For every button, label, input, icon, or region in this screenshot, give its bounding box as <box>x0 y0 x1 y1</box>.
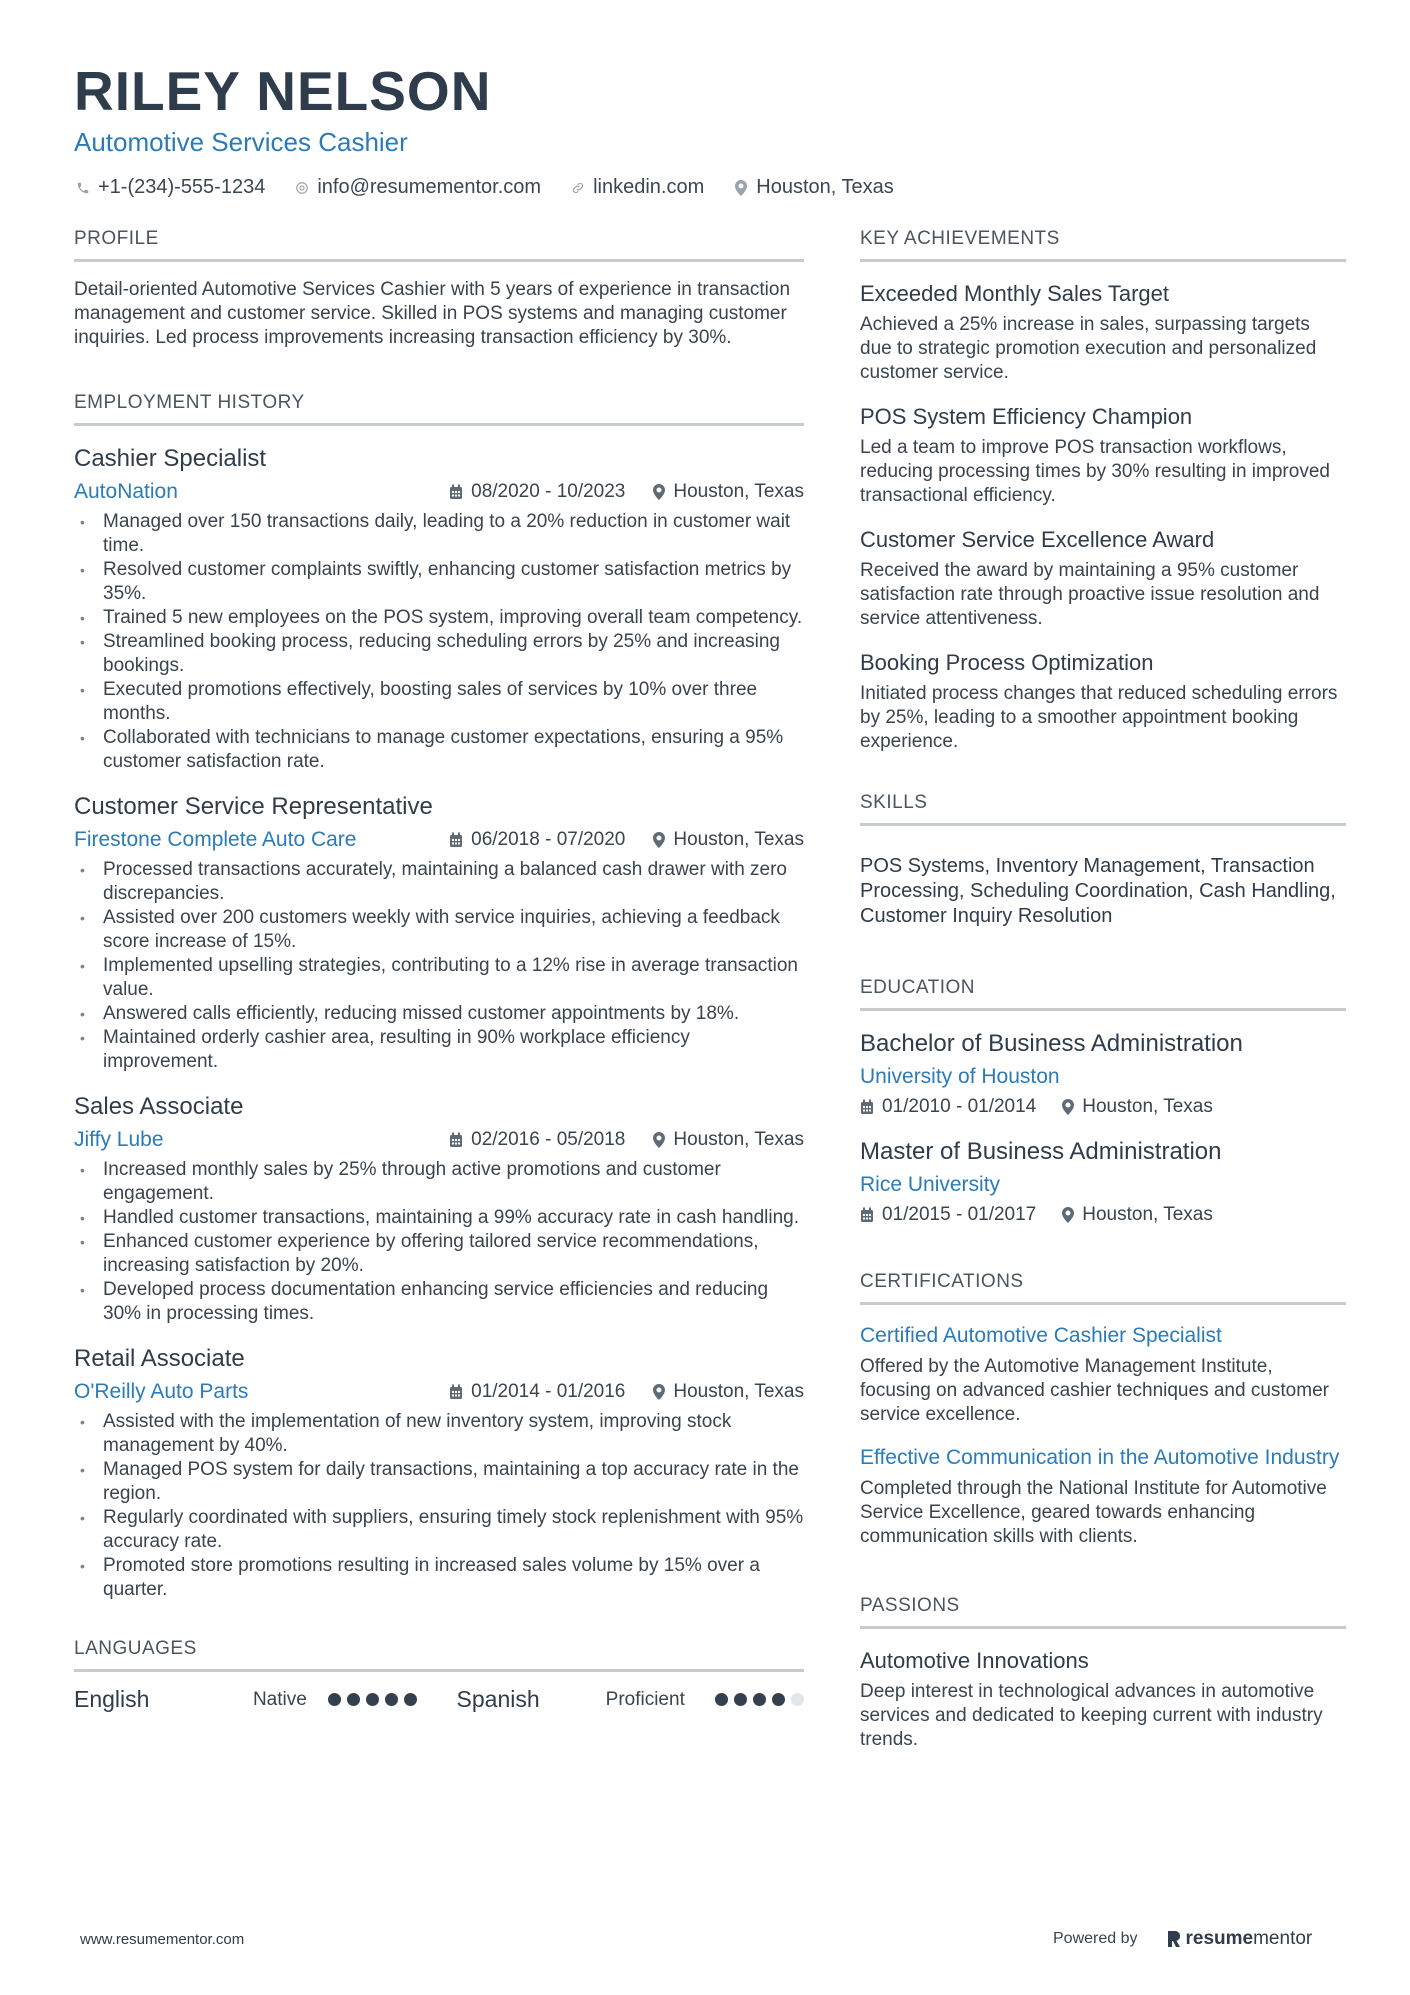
job-entry <box>74 1344 804 1602</box>
job-dates: 08/2020 - 10/2023 <box>471 481 626 502</box>
rating-dot <box>734 1693 747 1706</box>
rating-dot <box>347 1693 360 1706</box>
job-company: AutoNation <box>74 480 178 503</box>
education-dates: 01/2015 - 01/2017 <box>882 1204 1037 1225</box>
contact-bar <box>74 176 1344 199</box>
job-subheader <box>74 1379 804 1405</box>
job-company: Firestone Complete Auto Care <box>74 828 357 851</box>
bullet-item: • Maintained orderly cashier area, resulting in 90% workplace efficiency improvement. <box>74 1026 804 1074</box>
passion-description: Deep interest in technological advances in automotive services and dedicated to keeping current with industry trends. <box>860 1681 1323 1750</box>
location-icon <box>732 180 750 196</box>
rating-dot <box>328 1693 341 1706</box>
language-level: Proficient <box>605 1688 685 1710</box>
certification-item <box>860 1445 1346 1549</box>
footer-website[interactable]: www.resumementor.com <box>80 1931 245 1948</box>
resume-header <box>74 56 1344 199</box>
achievement-title: Customer Service Excellence Award <box>860 527 1215 552</box>
rating-dot <box>715 1693 728 1706</box>
contact-linkedin[interactable] <box>569 176 704 199</box>
job-title: Sales Associate <box>74 1093 244 1120</box>
bullet-item: • Enhanced customer experience by offering tailored service recommendations, increasing satisfaction by 20%. <box>74 1230 804 1278</box>
bullet-item: • Resolved customer complaints swiftly, enhancing customer satisfaction metrics by 35%. <box>74 558 804 606</box>
job-location: Houston, Texas <box>673 481 804 502</box>
achievement-title: POS System Efficiency Champion <box>860 404 1193 429</box>
job-subheader <box>74 827 804 853</box>
calendar-icon <box>860 1099 874 1115</box>
rating-dot <box>753 1693 766 1706</box>
email-icon <box>293 181 311 195</box>
education-school: University of Houston <box>860 1065 1060 1088</box>
right-column <box>860 226 1346 1752</box>
location-icon <box>653 484 665 500</box>
brand-regular: mentor <box>1253 1928 1313 1949</box>
bullet-item: • Processed transactions accurately, maintaining a balanced cash drawer with zero discrepancies. <box>74 858 804 906</box>
job-dates: 02/2016 - 05/2018 <box>471 1129 626 1150</box>
calendar-icon <box>860 1207 874 1223</box>
language-name: Spanish <box>456 1686 540 1712</box>
profile-summary: Detail-oriented Automotive Services Cashier with 5 years of experience in transaction management and customer service. Skilled in POS systems and managing customer inquiries. Led process improvements increasing transaction efficiency by 30%. <box>74 279 791 348</box>
bullet-item: • Handled customer transactions, maintaining a 99% accuracy rate in cash handling. <box>74 1206 804 1230</box>
education-meta <box>860 1095 1346 1119</box>
education-dates: 01/2010 - 01/2014 <box>882 1096 1037 1117</box>
achievement-description: Initiated process changes that reduced scheduling errors by 25%, leading to a smoother appointment booking experience. <box>860 683 1338 752</box>
rating-dot <box>404 1693 417 1706</box>
job-location: Houston, Texas <box>673 1381 804 1402</box>
education-location: Houston, Texas <box>1082 1204 1213 1225</box>
contact-email[interactable] <box>293 176 541 199</box>
job-dates: 01/2014 - 01/2016 <box>471 1381 626 1402</box>
skills-heading: SKILLS <box>860 790 1346 826</box>
location-icon <box>653 1384 665 1400</box>
job-subheader <box>74 479 804 505</box>
bullet-item: • Increased monthly sales by 25% through active promotions and customer engagement. <box>74 1158 804 1206</box>
job-location: Houston, Texas <box>673 1129 804 1150</box>
achievement-description: Received the award by maintaining a 95% customer satisfaction rate through proactive issue resolution and service attentiveness. <box>860 560 1320 629</box>
contact-phone-text: +1-(234)-555-1234 <box>98 176 266 198</box>
job-entry <box>74 792 804 1074</box>
job-title: Retail Associate <box>74 1345 245 1372</box>
language-rating <box>328 1693 417 1706</box>
achievement-description: Led a team to improve POS transaction workflows, reducing processing times by 30% resulting in improved transactional efficiency. <box>860 437 1330 506</box>
certification-title[interactable]: Effective Communication in the Automotive Industry <box>860 1446 1340 1469</box>
job-entry <box>74 1092 804 1326</box>
education-meta <box>860 1203 1346 1227</box>
job-bullets <box>74 1158 804 1326</box>
passions-list <box>860 1647 1346 1752</box>
job-meta <box>449 827 804 853</box>
link-icon <box>569 181 587 195</box>
rating-dot <box>791 1693 804 1706</box>
job-bullets <box>74 510 804 774</box>
brand-logo[interactable] <box>1166 1928 1313 1950</box>
contact-phone[interactable] <box>74 176 265 199</box>
job-bullets <box>74 1410 804 1602</box>
passion-title: Automotive Innovations <box>860 1648 1089 1673</box>
location-icon <box>1062 1099 1074 1115</box>
achievement-description: Achieved a 25% increase in sales, surpassing targets due to strategic promotion execution and personalized customer service. <box>860 314 1317 383</box>
candidate-title: Automotive Services Cashier <box>74 127 408 157</box>
skills-list: POS Systems, Inventory Management, Transaction Processing, Scheduling Coordination, Cash Handling, Customer Inquiry Resolution <box>860 855 1336 927</box>
bullet-item: • Executed promotions effectively, boosting sales of services by 10% over three months. <box>74 678 804 726</box>
employment-heading: EMPLOYMENT HISTORY <box>74 390 804 426</box>
education-location: Houston, Texas <box>1082 1096 1213 1117</box>
employment-list <box>74 444 804 1602</box>
achievements-heading: KEY ACHIEVEMENTS <box>860 226 1346 262</box>
footer-branding <box>1053 1928 1312 1950</box>
bullet-item: • Managed over 150 transactions daily, leading to a 20% reduction in customer wait time. <box>74 510 804 558</box>
profile-heading: PROFILE <box>74 226 804 262</box>
bullet-item: • Promoted store promotions resulting in increased sales volume by 15% over a quarter. <box>74 1554 804 1602</box>
job-entry <box>74 444 804 774</box>
calendar-icon <box>449 484 463 500</box>
certification-description: Completed through the National Institute for Automotive Service Excellence, geared towards enhancing communication skills with clients. <box>860 1478 1327 1547</box>
rating-dot <box>772 1693 785 1706</box>
language-level: Native <box>252 1688 307 1710</box>
certifications-list <box>860 1323 1346 1549</box>
languages-row <box>74 1686 804 1713</box>
job-dates: 06/2018 - 07/2020 <box>471 829 626 850</box>
language-rating <box>715 1693 804 1706</box>
education-item <box>860 1029 1346 1119</box>
achievements-list <box>860 280 1346 754</box>
bullet-item: • Developed process documentation enhancing service efficiencies and reducing 30% in processing times. <box>74 1278 804 1326</box>
education-school: Rice University <box>860 1173 1001 1196</box>
left-column <box>74 226 804 1713</box>
achievement-title: Booking Process Optimization <box>860 650 1154 675</box>
calendar-icon <box>449 1384 463 1400</box>
bullet-item: • Answered calls efficiently, reducing missed customer appointments by 18%. <box>74 1002 804 1026</box>
job-company: Jiffy Lube <box>74 1128 164 1151</box>
calendar-icon <box>449 832 463 848</box>
job-meta <box>449 1127 804 1153</box>
bullet-item: • Collaborated with technicians to manage customer expectations, ensuring a 95% customer satisfaction rate. <box>74 726 804 774</box>
contact-location-text: Houston, Texas <box>756 176 894 198</box>
resumementor-logo-icon <box>1166 1930 1182 1948</box>
passions-heading: PASSIONS <box>860 1593 1346 1629</box>
bullet-item: • Regularly coordinated with suppliers, ensuring timely stock replenishment with 95% accuracy rate. <box>74 1506 804 1554</box>
location-icon <box>653 832 665 848</box>
calendar-icon <box>449 1132 463 1148</box>
passion-item <box>860 1647 1346 1752</box>
achievement-item <box>860 526 1346 631</box>
brand-bold: resume <box>1185 1928 1254 1949</box>
achievement-item <box>860 649 1346 754</box>
job-title: Cashier Specialist <box>74 445 267 472</box>
achievement-item <box>860 280 1346 385</box>
education-degree: Master of Business Administration <box>860 1138 1222 1165</box>
certification-item <box>860 1323 1346 1427</box>
education-item <box>860 1137 1346 1227</box>
certifications-heading: CERTIFICATIONS <box>860 1269 1346 1305</box>
bullet-item: • Assisted over 200 customers weekly with service inquiries, achieving a feedback score increase of 15%. <box>74 906 804 954</box>
education-heading: EDUCATION <box>860 975 1346 1011</box>
language-name: English <box>74 1686 150 1712</box>
rating-dot <box>385 1693 398 1706</box>
education-list <box>860 1029 1346 1227</box>
job-location: Houston, Texas <box>673 829 804 850</box>
rating-dot <box>366 1693 379 1706</box>
contact-location <box>732 176 894 199</box>
job-meta <box>449 479 804 505</box>
job-company: O'Reilly Auto Parts <box>74 1380 249 1403</box>
languages-heading: LANGUAGES <box>74 1636 804 1672</box>
achievement-title: Exceeded Monthly Sales Target <box>860 281 1169 306</box>
job-bullets <box>74 858 804 1074</box>
bullet-item: • Trained 5 new employees on the POS system, improving overall team competency. <box>74 606 804 630</box>
candidate-name: RILEY NELSON <box>74 60 492 122</box>
location-icon <box>653 1132 665 1148</box>
education-degree: Bachelor of Business Administration <box>860 1030 1243 1057</box>
phone-icon <box>74 181 92 195</box>
bullet-item: • Streamlined booking process, reducing scheduling errors by 25% and increasing bookings. <box>74 630 804 678</box>
certification-title[interactable]: Certified Automotive Cashier Specialist <box>860 1324 1222 1347</box>
job-meta <box>449 1379 804 1405</box>
job-subheader <box>74 1127 804 1153</box>
powered-by-label: Powered by <box>1053 1930 1138 1947</box>
job-title: Customer Service Representative <box>74 793 433 820</box>
achievement-item <box>860 403 1346 508</box>
bullet-item: • Assisted with the implementation of new inventory system, improving stock management by 40%. <box>74 1410 804 1458</box>
contact-linkedin-text: linkedin.com <box>593 176 705 198</box>
bullet-item: • Managed POS system for daily transactions, maintaining a top accuracy rate in the region. <box>74 1458 804 1506</box>
bullet-item: • Implemented upselling strategies, contributing to a 12% rise in average transaction value. <box>74 954 804 1002</box>
location-icon <box>1062 1207 1074 1223</box>
certification-description: Offered by the Automotive Management Institute, focusing on advanced cashier techniques and customer service excellence. <box>860 1356 1329 1425</box>
contact-email-text: info@resumementor.com <box>317 176 542 198</box>
